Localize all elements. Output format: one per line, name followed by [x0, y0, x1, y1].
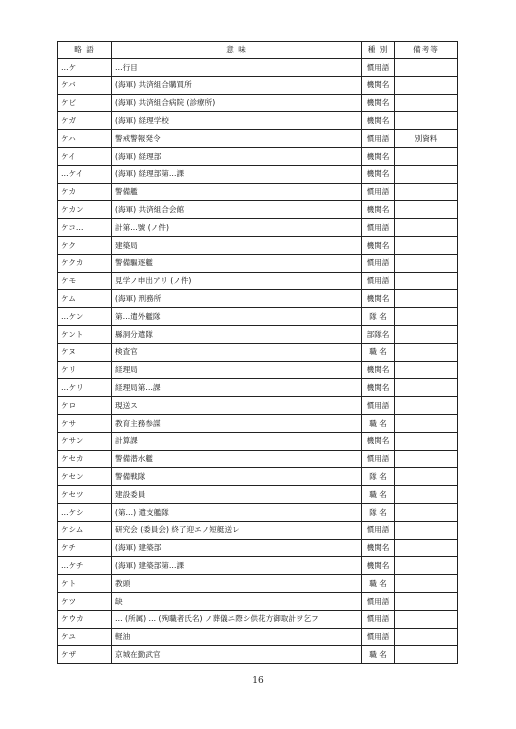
remarks-cell — [395, 610, 458, 628]
remarks-cell — [395, 76, 458, 94]
type-cell: 機関名 — [362, 147, 395, 165]
remarks-cell — [395, 521, 458, 539]
abbreviation-cell: ケハ — [58, 130, 112, 148]
table-row — [58, 290, 458, 308]
type-cell: 機関名 — [362, 290, 395, 308]
meaning-cell: (海軍) 建築部第…課 — [112, 557, 362, 575]
meaning-cell: 計算課 — [112, 432, 362, 450]
table-row — [58, 165, 458, 183]
type-cell: 機関名 — [362, 236, 395, 254]
meaning-cell: (海軍) 経理部第…課 — [112, 165, 362, 183]
type-cell: 部隊名 — [362, 325, 395, 343]
remarks-cell — [395, 468, 458, 486]
type-cell: 職 名 — [362, 486, 395, 504]
header-meaning: 意 味 — [112, 42, 362, 59]
meaning-cell: (海軍) 経理学校 — [112, 112, 362, 130]
table-row — [58, 486, 458, 504]
abbreviation-cell: ケコ… — [58, 219, 112, 237]
abbreviation-cell: ケビ — [58, 94, 112, 112]
type-cell: 慣用語 — [362, 130, 395, 148]
type-cell: 職 名 — [362, 646, 395, 664]
type-cell: 機関名 — [362, 557, 395, 575]
meaning-cell: 縣洞分遣隊 — [112, 325, 362, 343]
abbreviation-cell: …ケイ — [58, 165, 112, 183]
table-row — [58, 646, 458, 664]
table-row — [58, 343, 458, 361]
table-row — [58, 361, 458, 379]
meaning-cell: 警戒警報発令 — [112, 130, 362, 148]
meaning-cell: (海軍) 刑務所 — [112, 290, 362, 308]
type-cell: 慣用語 — [362, 610, 395, 628]
abbreviation-cell: …ケン — [58, 308, 112, 326]
table-row — [58, 610, 458, 628]
meaning-cell: 警備艦 — [112, 183, 362, 201]
table-row — [58, 308, 458, 326]
abbreviation-cell: ケザ — [58, 646, 112, 664]
type-cell: 慣用語 — [362, 272, 395, 290]
type-cell: 機関名 — [362, 112, 395, 130]
type-cell: 慣用語 — [362, 59, 395, 77]
meaning-cell: 京城在勤武官 — [112, 646, 362, 664]
remarks-cell — [395, 236, 458, 254]
remarks-cell — [395, 557, 458, 575]
abbreviation-cell: ケロ — [58, 397, 112, 415]
meaning-cell: 建築局 — [112, 236, 362, 254]
remarks-cell — [395, 254, 458, 272]
meaning-cell: …行目 — [112, 59, 362, 77]
remarks-cell — [395, 343, 458, 361]
meaning-cell: 教頭 — [112, 575, 362, 593]
remarks-cell — [395, 112, 458, 130]
abbreviation-cell: ケシム — [58, 521, 112, 539]
table-row — [58, 201, 458, 219]
abbreviation-cell: ケユ — [58, 628, 112, 646]
remarks-cell — [395, 272, 458, 290]
remarks-cell — [395, 165, 458, 183]
type-cell: 慣用語 — [362, 521, 395, 539]
table-row — [58, 450, 458, 468]
abbreviation-cell: ケバ — [58, 76, 112, 94]
meaning-cell: (第…) 遣支艦隊 — [112, 503, 362, 521]
remarks-cell: 別資料 — [395, 130, 458, 148]
abbreviation-cell: ケント — [58, 325, 112, 343]
abbreviation-cell: ケガ — [58, 112, 112, 130]
type-cell: 機関名 — [362, 201, 395, 219]
table-row — [58, 432, 458, 450]
remarks-cell — [395, 486, 458, 504]
meaning-cell: 建設委員 — [112, 486, 362, 504]
table-row — [58, 397, 458, 415]
header-row — [58, 42, 458, 59]
remarks-cell — [395, 592, 458, 610]
type-cell: 機関名 — [362, 94, 395, 112]
type-cell: 隊 名 — [362, 308, 395, 326]
type-cell: 機関名 — [362, 432, 395, 450]
table-row — [58, 183, 458, 201]
type-cell: 隊 名 — [362, 503, 395, 521]
type-cell: 機関名 — [362, 76, 395, 94]
remarks-cell — [395, 646, 458, 664]
type-cell: 慣用語 — [362, 183, 395, 201]
remarks-cell — [395, 290, 458, 308]
type-cell: 慣用語 — [362, 254, 395, 272]
type-cell: 職 名 — [362, 414, 395, 432]
abbreviation-table — [57, 41, 458, 664]
abbreviation-cell: ケセツ — [58, 486, 112, 504]
type-cell: 職 名 — [362, 575, 395, 593]
table-row — [58, 76, 458, 94]
table-row — [58, 236, 458, 254]
abbreviation-cell: ケウカ — [58, 610, 112, 628]
type-cell: 慣用語 — [362, 219, 395, 237]
table-header — [58, 42, 458, 59]
abbreviation-cell: ケト — [58, 575, 112, 593]
meaning-cell: (海軍) 共済組合会館 — [112, 201, 362, 219]
table-row — [58, 503, 458, 521]
abbreviation-cell: ケモ — [58, 272, 112, 290]
table-row — [58, 414, 458, 432]
remarks-cell — [395, 183, 458, 201]
remarks-cell — [395, 201, 458, 219]
type-cell: 機関名 — [362, 379, 395, 397]
type-cell: 職 名 — [362, 343, 395, 361]
table-row — [58, 130, 458, 148]
table-row — [58, 575, 458, 593]
table-body — [58, 59, 458, 664]
table-row — [58, 628, 458, 646]
remarks-cell — [395, 59, 458, 77]
header-remarks: 備考等 — [395, 42, 458, 59]
remarks-cell — [395, 539, 458, 557]
abbreviation-cell: ケサ — [58, 414, 112, 432]
remarks-cell — [395, 397, 458, 415]
abbreviation-cell: ケツ — [58, 592, 112, 610]
abbreviation-cell: ケヌ — [58, 343, 112, 361]
abbreviation-cell: ケカ — [58, 183, 112, 201]
meaning-cell: 第…遣外艦隊 — [112, 308, 362, 326]
type-cell: 慣用語 — [362, 592, 395, 610]
remarks-cell — [395, 450, 458, 468]
abbreviation-cell: ケセカ — [58, 450, 112, 468]
remarks-cell — [395, 219, 458, 237]
remarks-cell — [395, 628, 458, 646]
meaning-cell: 警備潜水艦 — [112, 450, 362, 468]
meaning-cell: 現送ス — [112, 397, 362, 415]
type-cell: 慣用語 — [362, 450, 395, 468]
header-abbreviation: 略 語 — [58, 42, 112, 59]
type-cell: 慣用語 — [362, 628, 395, 646]
abbreviation-cell: ケリ — [58, 361, 112, 379]
table-row — [58, 325, 458, 343]
table-row — [58, 468, 458, 486]
remarks-cell — [395, 94, 458, 112]
meaning-cell: 軽油 — [112, 628, 362, 646]
meaning-cell: 警備驅逐艦 — [112, 254, 362, 272]
table-row — [58, 219, 458, 237]
meaning-cell: (海軍) 共済組合購買所 — [112, 76, 362, 94]
table-row — [58, 521, 458, 539]
table-row — [58, 557, 458, 575]
abbreviation-cell: ケイ — [58, 147, 112, 165]
remarks-cell — [395, 308, 458, 326]
table-row — [58, 592, 458, 610]
meaning-cell: 缺 — [112, 592, 362, 610]
remarks-cell — [395, 147, 458, 165]
abbreviation-cell: ケカン — [58, 201, 112, 219]
remarks-cell — [395, 432, 458, 450]
abbreviation-cell: ケクカ — [58, 254, 112, 272]
type-cell: 隊 名 — [362, 468, 395, 486]
remarks-cell — [395, 414, 458, 432]
page-number: 16 — [252, 676, 264, 686]
table-row — [58, 379, 458, 397]
type-cell: 機関名 — [362, 165, 395, 183]
meaning-cell: 警備戦隊 — [112, 468, 362, 486]
abbreviation-cell: ケサン — [58, 432, 112, 450]
type-cell: 機関名 — [362, 539, 395, 557]
meaning-cell: 研究会 (委員会) 終了迎エノ短艇送レ — [112, 521, 362, 539]
type-cell: 慣用語 — [362, 397, 395, 415]
abbreviation-table-container — [57, 41, 457, 664]
table-row — [58, 112, 458, 130]
abbreviation-cell: …ケリ — [58, 379, 112, 397]
meaning-cell: … (所属) … (殉職者氏名) ノ葬儀ニ際シ供花方御取計ヲ乞フ — [112, 610, 362, 628]
remarks-cell — [395, 361, 458, 379]
abbreviation-cell: …ケチ — [58, 557, 112, 575]
abbreviation-cell: …ケシ — [58, 503, 112, 521]
meaning-cell: 見学ノ申出アリ (ノ件) — [112, 272, 362, 290]
abbreviation-cell: ケク — [58, 236, 112, 254]
remarks-cell — [395, 325, 458, 343]
meaning-cell: 経理局第…課 — [112, 379, 362, 397]
meaning-cell: 教育主務参謀 — [112, 414, 362, 432]
abbreviation-cell: …ケ — [58, 59, 112, 77]
table-row — [58, 59, 458, 77]
remarks-cell — [395, 503, 458, 521]
abbreviation-cell: ケチ — [58, 539, 112, 557]
meaning-cell: 経理局 — [112, 361, 362, 379]
table-row — [58, 254, 458, 272]
header-type: 種 別 — [362, 42, 395, 59]
table-row — [58, 94, 458, 112]
abbreviation-cell: ケム — [58, 290, 112, 308]
table-row — [58, 272, 458, 290]
remarks-cell — [395, 379, 458, 397]
type-cell: 機関名 — [362, 361, 395, 379]
meaning-cell: 検査官 — [112, 343, 362, 361]
meaning-cell: 計第…號 (ノ件) — [112, 219, 362, 237]
abbreviation-cell: ケセン — [58, 468, 112, 486]
meaning-cell: (海軍) 経理部 — [112, 147, 362, 165]
table-row — [58, 539, 458, 557]
table-row — [58, 147, 458, 165]
meaning-cell: (海軍) 建築部 — [112, 539, 362, 557]
meaning-cell: (海軍) 共済組合病院 (診療所) — [112, 94, 362, 112]
remarks-cell — [395, 575, 458, 593]
